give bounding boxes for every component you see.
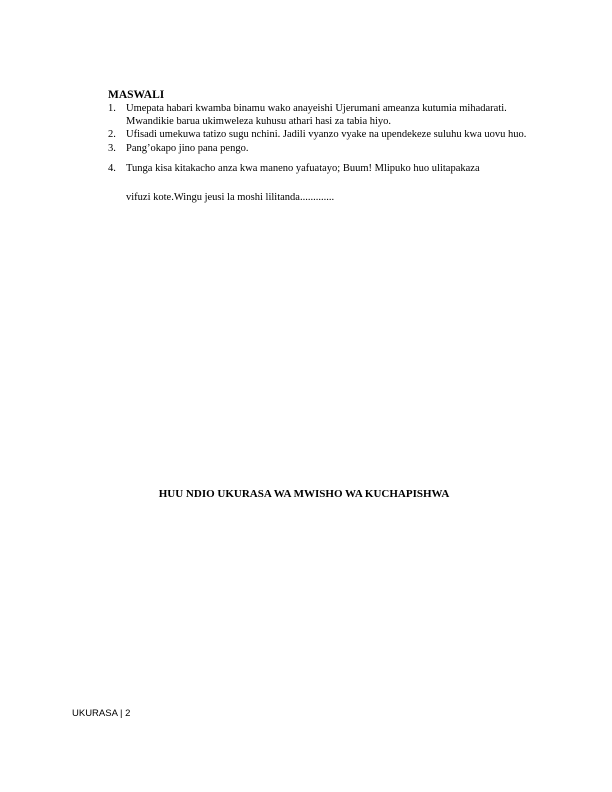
page-footer: UKURASA | 2 bbox=[72, 708, 131, 719]
question-number: 1. bbox=[108, 103, 116, 114]
closing-note-text: HUU NDIO UKURASA WA MWISHO WA KUCHAPISHWA bbox=[158, 488, 450, 500]
closing-note bbox=[0, 488, 612, 500]
question-text: Ufisadi umekuwa tatizo sugu nchini. Jadili vyanzo vyake na upendekeze suluhu kwa uovu huo. bbox=[126, 129, 527, 141]
question-list bbox=[108, 103, 548, 206]
question-number: 3. bbox=[108, 142, 116, 154]
question-text: Umepata habari kwamba binamu wako anayeishi Ujerumani ameanza kutumia mihadarati. Mwandikie barua ukimweleza kuhusu athari hasi za tabia hiyo. bbox=[126, 103, 507, 127]
question-item bbox=[108, 129, 548, 142]
question-number: 4. bbox=[108, 163, 116, 175]
section-heading: MASWALI bbox=[108, 89, 165, 101]
question-text-line: vifuzi kote.Wingu jeusi la moshi lilitanda............. bbox=[126, 191, 335, 203]
question-text bbox=[126, 163, 548, 204]
question-text-line: Tunga kisa kitakacho anza kwa maneno yafuatayo; Buum! Mlipuko huo ulitapakaza bbox=[126, 163, 480, 175]
question-item bbox=[108, 143, 548, 156]
question-item bbox=[108, 163, 548, 204]
question-text: Pang’okapo jino pana pengo. bbox=[126, 142, 249, 154]
question-number: 2. bbox=[108, 129, 116, 141]
question-item bbox=[108, 103, 548, 128]
